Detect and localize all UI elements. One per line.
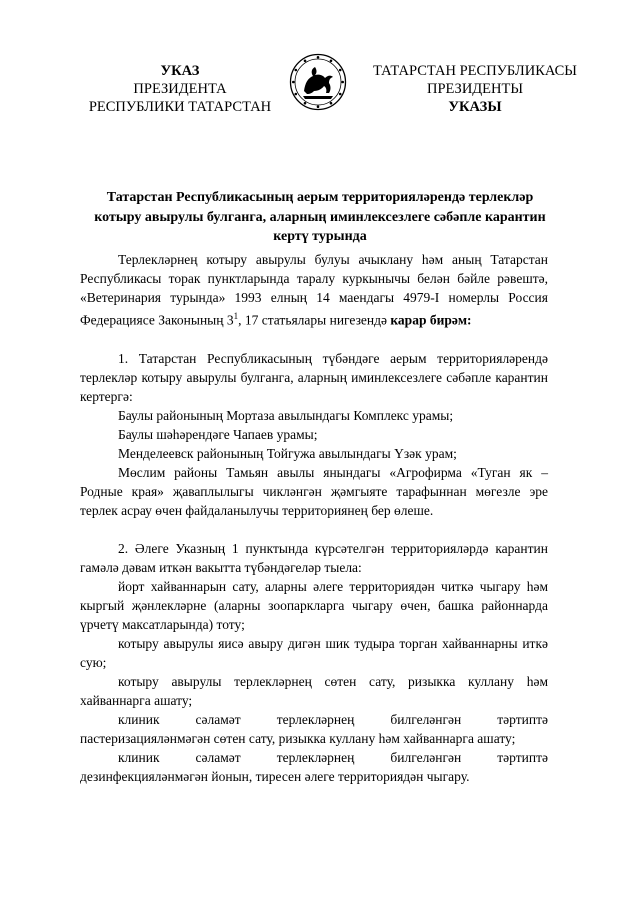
item-1-intro: 1. Татарстан Республикасының түбәндәге аерым территорияләрендә терлекләр котыру авырулы булганга, аларның иминлексезлеге сәбәпле карантин кертергә: [80, 350, 548, 404]
tatarstan-coat-of-arms-icon [289, 53, 347, 111]
item-2-intro: 2. Әлеге Указның 1 пунктында күрсәтелгән территорияләрдә карантин гамәлә дәвам иткән вакытта түбәндәгеләр тыела: [80, 540, 548, 575]
header-right-line-3: УКАЗЫ [448, 99, 502, 115]
header-left-line-1: УКАЗ [160, 63, 200, 79]
item-2-rule: клиник сәламәт терлекләрнең билгеләнгән тәртиптә дезинфекцияләнмәгән йонын, тиресен әлеге территориядән чыгару. [80, 749, 548, 784]
header-left-line-2: ПРЕЗИДЕНТА [133, 81, 227, 97]
preamble-paragraph: Терлекләрнең котыру авырулы булуы ачыклану һәм аның Татарстан Республикасы торак пунктларында таралу куркынычы белән бәйле рәвештә, «Ветеринария турында» 1993 елның 14 маендагы 4979-I номерлы Россия Федерациясе Законының $3^1$, 17 статьялары нигезендә карар бирәм: [80, 252, 548, 328]
header-left-line-3: РЕСПУБЛИКИ ТАТАРСТАН [88, 99, 272, 115]
header-right-line-1: ТАТАРСТАН РЕСПУБЛИКАСЫ [373, 63, 577, 79]
item-2-rule: котыру авырулы яисә авыру дигән шик тудыра торган хайваннарны иткә сую; [80, 635, 548, 670]
decree-body [80, 250, 548, 786]
decree-title [60, 188, 580, 247]
header-right-tatar [360, 62, 590, 116]
title-line-1: Татарстан Республикасының аерым территорияләрендә терлекләр [106, 190, 534, 205]
preamble-sup: 1 [233, 311, 239, 321]
item-2-rule: йорт хайваннарын сату, аларны әлеге территориядән читкә чыгару һәм кыргый җәнлекләрне (аларны зоопаркларга чыгару өчен, башка районнарда үрчетү максатларында) тоту; [80, 578, 548, 632]
item-2-rule: котыру авырулы терлекләрнең сөтен сату, ризыкка куллану һәм хайваннарга ашату; [80, 673, 548, 708]
item-1-place: Баулы шәһәрендәге Чапаев урамы; [118, 426, 318, 442]
header-left-russian [80, 62, 280, 116]
header-right-line-2: ПРЕЗИДЕНТЫ [426, 81, 524, 97]
item-1-place: Баулы районының Мортаза авылындагы Комплекс урамы; [118, 407, 454, 423]
item-1-place: Мөслим районы Тамьян авылы янындагы «Агрофирма «Туган як – Родные края» җаваплылыгы чикләнгән җәмгыяте тарафыннан мөгезле эре терлек асрау өчен файдаланылучы территориянең бер өлеше. [80, 464, 548, 518]
decree-phrase: карар бирәм: [390, 312, 472, 328]
item-1-place: Менделеевск районының Тойгужа авылындагы Үзәк урам; [118, 445, 457, 461]
title-line-3: кертү турында [273, 229, 367, 244]
title-line-2: котыру авырулы булганга, аларның иминлексезлеге сәбәпле карантин [94, 209, 546, 225]
item-2-rule: клиник сәламәт терлекләрнең билгеләнгән тәртиптә пастеризацияләнмәгән сөтен сату, ризыкка куллану һәм хайваннарга ашату; [80, 711, 548, 746]
